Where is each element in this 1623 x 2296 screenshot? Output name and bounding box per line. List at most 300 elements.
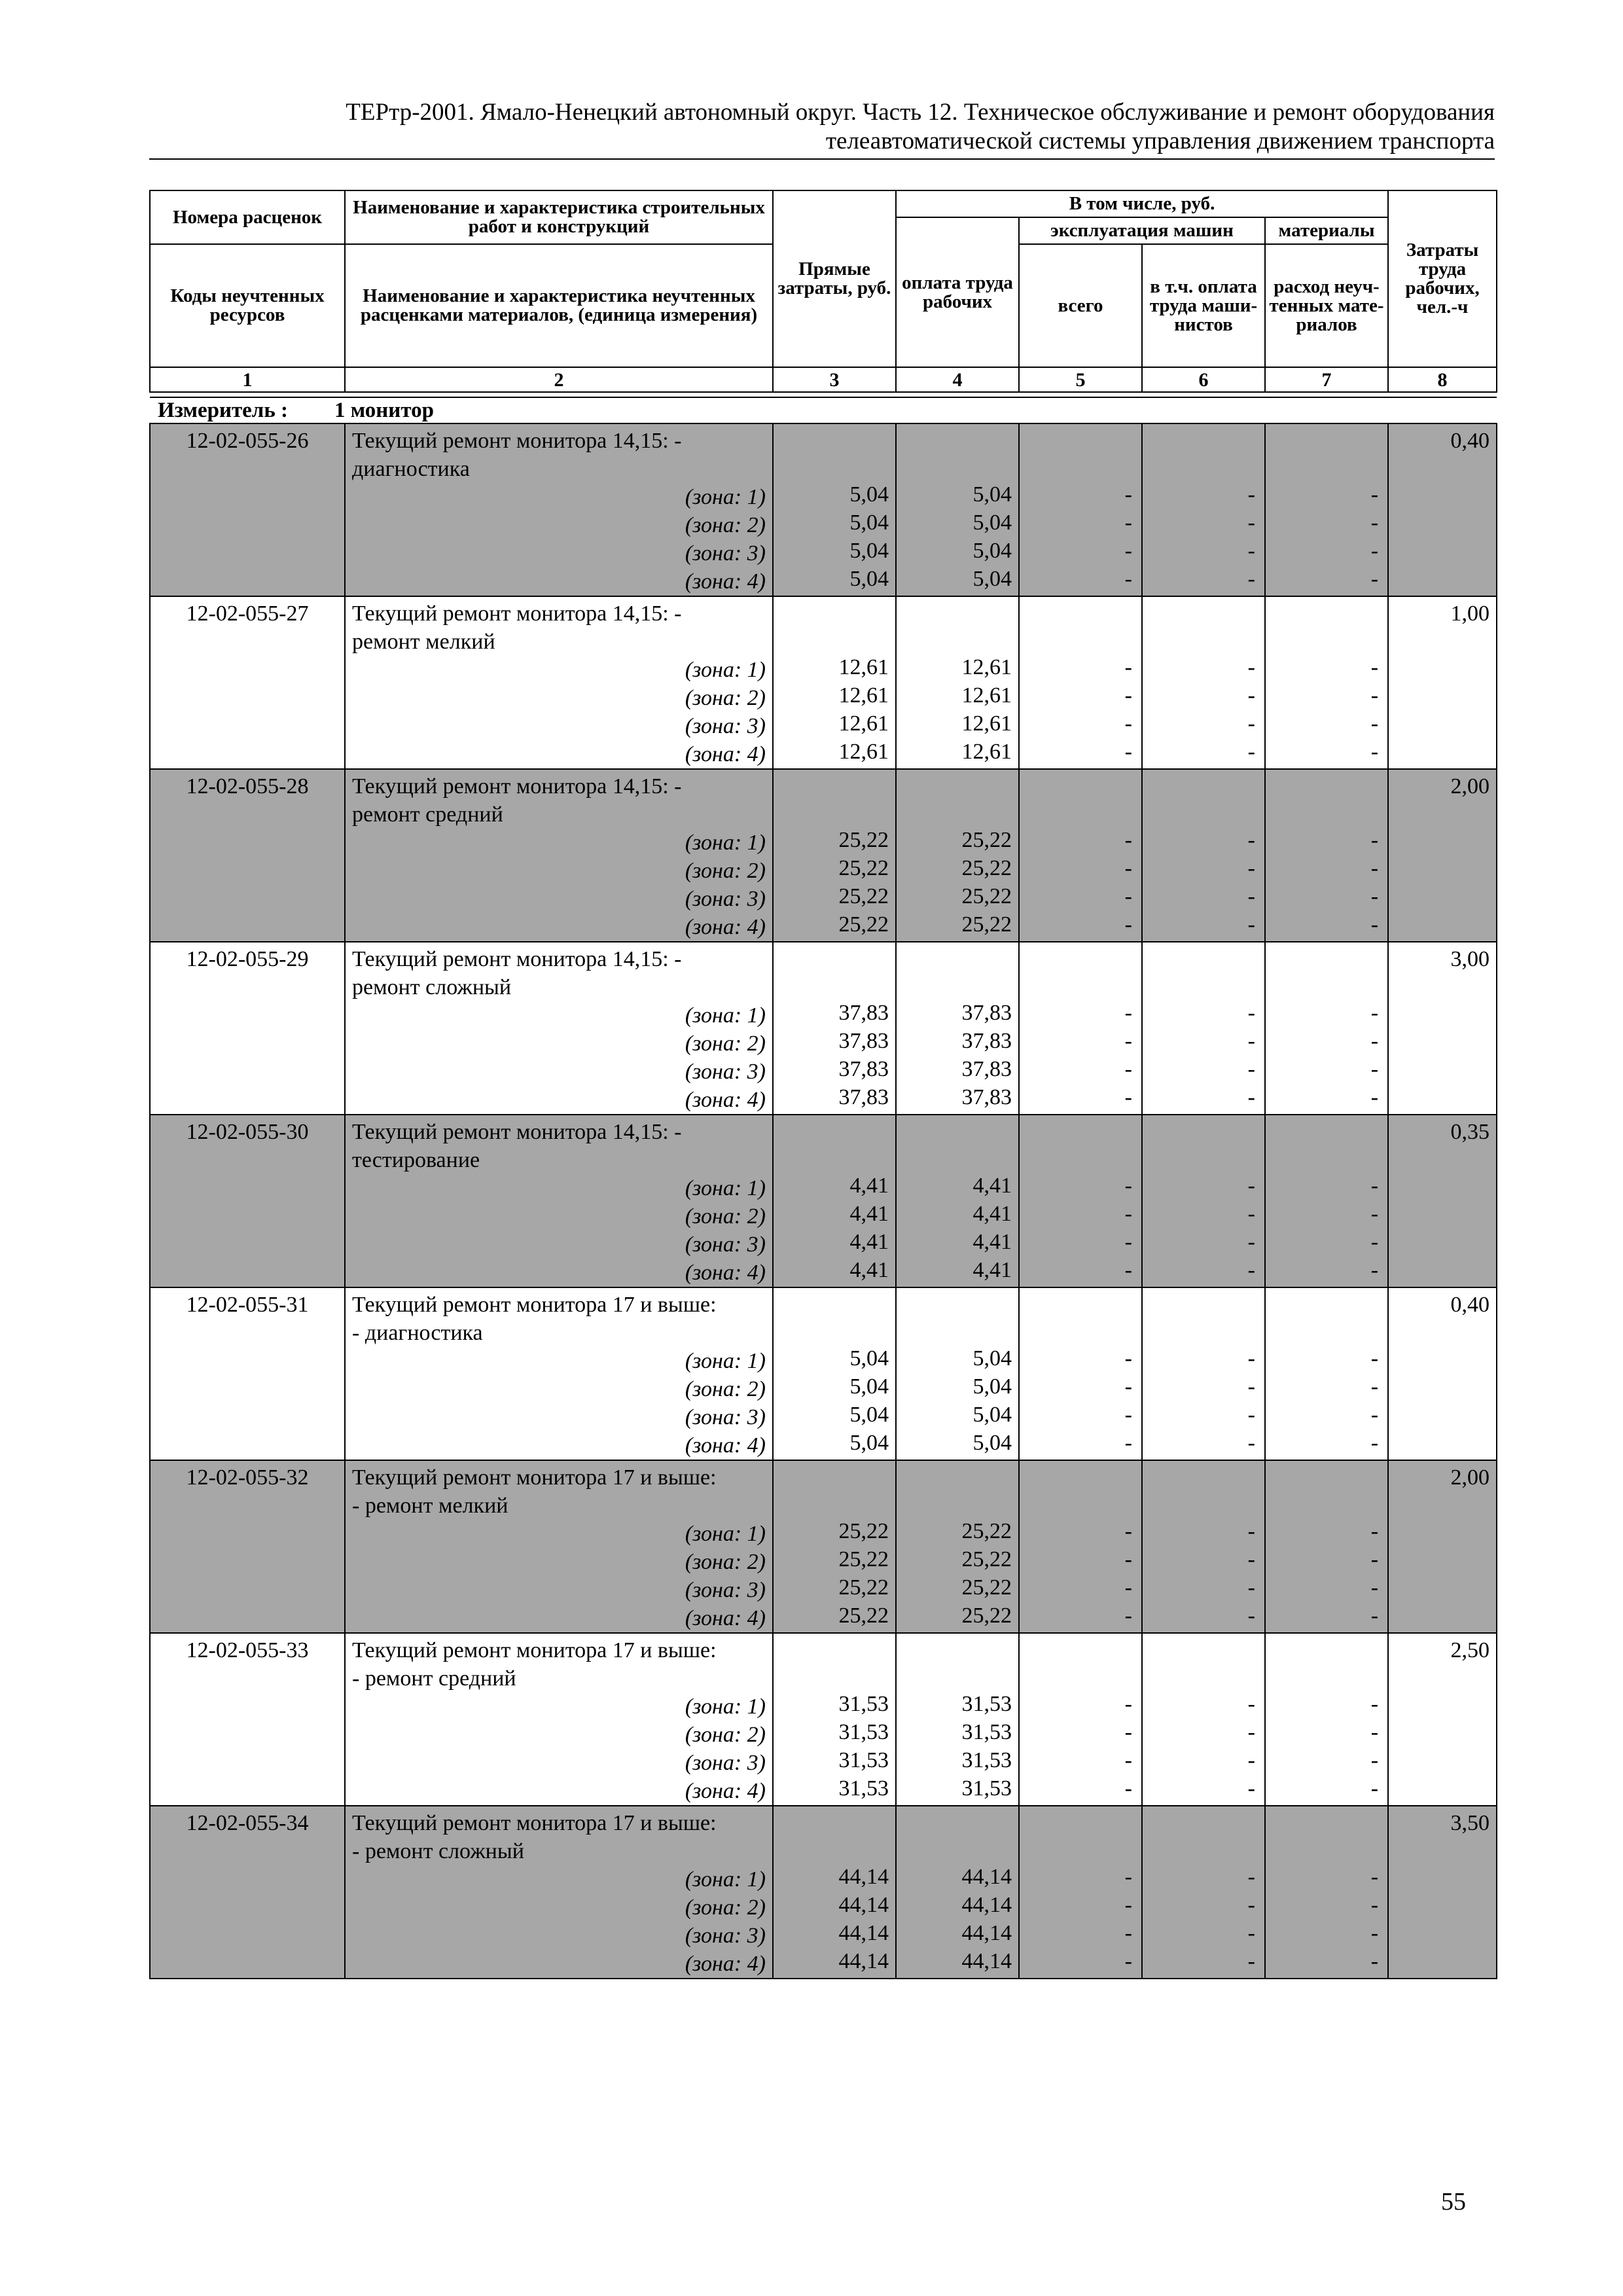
direct-cost-value: 25,22 <box>838 1519 889 1543</box>
blank-line <box>774 1461 889 1517</box>
rate-row <box>150 1806 1497 1979</box>
dash-value: - <box>1247 1604 1255 1628</box>
blank-line <box>897 1461 1012 1517</box>
materials-cell <box>1265 1460 1388 1633</box>
materials-cell <box>1265 942 1388 1115</box>
blank-line <box>1020 1634 1132 1690</box>
blank-line <box>1266 770 1378 826</box>
blank-line <box>1143 597 1255 653</box>
direct-cost-value: 12,61 <box>838 711 889 736</box>
zone-label: (зона: 4) <box>685 742 766 766</box>
rate-row <box>150 1287 1497 1460</box>
dash-value: - <box>1370 1174 1379 1198</box>
dash-value: - <box>1124 1174 1132 1198</box>
rate-name-line: - ремонт мелкий <box>352 1494 508 1518</box>
zone-label: (зона: 3) <box>685 1578 766 1602</box>
rate-name-line: Текущий ремонт монитора 14,15: - <box>352 947 682 971</box>
wage-value: 44,14 <box>961 1949 1012 1973</box>
dash-value: - <box>1247 1519 1255 1543</box>
machines-total-cell <box>1019 1115 1142 1287</box>
rate-name-line: Текущий ремонт монитора 17 и выше: <box>352 1638 717 1662</box>
dash-value: - <box>1247 1692 1255 1716</box>
materials-cell <box>1265 596 1388 769</box>
wage-value: 12,61 <box>961 711 1012 736</box>
dash-value: - <box>1124 539 1132 563</box>
blank-line <box>897 1115 1012 1172</box>
rate-name-line: Текущий ремонт монитора 14,15: - <box>352 601 682 626</box>
header-line-2: телеавтоматической системы управления движением транспорта <box>825 128 1495 154</box>
rate-name <box>345 1115 773 1287</box>
wage-value: 12,61 <box>961 655 1012 679</box>
dash-value: - <box>1370 1202 1379 1226</box>
direct-cost-value: 31,53 <box>838 1776 889 1801</box>
zone-label: (зона: 3) <box>685 1751 766 1775</box>
wage-value: 31,53 <box>961 1776 1012 1801</box>
dash-value: - <box>1370 1865 1379 1889</box>
dash-value: - <box>1370 1258 1379 1282</box>
direct-cost-value: 44,14 <box>838 1921 889 1945</box>
rate-name-line: - ремонт сложный <box>352 1839 524 1863</box>
rate-code: 12-02-055-32 <box>150 1460 345 1633</box>
dash-value: - <box>1370 1346 1379 1371</box>
direct-cost-value: 37,83 <box>838 1001 889 1025</box>
rate-name-line: тестирование <box>352 1148 480 1172</box>
machines-header: эксплуатация машин <box>1019 217 1265 244</box>
rate-name <box>345 1806 773 1979</box>
wage-cell <box>896 596 1019 769</box>
rate-name <box>345 1460 773 1633</box>
dash-value: - <box>1124 1519 1132 1543</box>
direct-cost-value: 12,61 <box>838 683 889 708</box>
dash-value: - <box>1124 1893 1132 1917</box>
col3-header: Прямые затраты, руб. <box>773 190 896 367</box>
rate-row <box>150 1460 1497 1633</box>
operator-wage-cell <box>1142 596 1265 769</box>
zone-label: (зона: 2) <box>685 1031 766 1056</box>
dash-value: - <box>1247 539 1255 563</box>
zone-label: (зона: 3) <box>685 1924 766 1948</box>
direct-cost-value: 37,83 <box>838 1057 889 1081</box>
direct-cost-value: 4,41 <box>849 1258 889 1282</box>
rate-row <box>150 1115 1497 1287</box>
dash-value: - <box>1124 683 1132 708</box>
rate-name-line: Текущий ремонт монитора 14,15: - <box>352 429 682 453</box>
rate-code: 12-02-055-30 <box>150 1115 345 1287</box>
dash-value: - <box>1247 711 1255 736</box>
direct-cost-cell <box>773 1633 896 1806</box>
direct-cost-value: 12,61 <box>838 740 889 764</box>
direct-cost-value: 5,04 <box>849 482 889 507</box>
dash-value: - <box>1124 1604 1132 1628</box>
rate-name-line: диагностика <box>352 457 470 481</box>
blank-line <box>897 942 1012 999</box>
wage-value: 31,53 <box>961 1692 1012 1716</box>
direct-cost-cell <box>773 1460 896 1633</box>
blank-line <box>897 1806 1012 1863</box>
wage-value: 5,04 <box>972 482 1012 507</box>
rate-name <box>345 423 773 596</box>
wage-value: 37,83 <box>961 1029 1012 1053</box>
dash-value: - <box>1247 655 1255 679</box>
dash-value: - <box>1247 828 1255 852</box>
zone-label: (зона: 3) <box>685 887 766 911</box>
direct-cost-value: 25,22 <box>838 912 889 937</box>
labor-cost: 1,00 <box>1388 596 1497 769</box>
dash-value: - <box>1370 567 1379 591</box>
zone-label: (зона: 4) <box>685 1088 766 1112</box>
wage-value: 31,53 <box>961 1720 1012 1744</box>
direct-cost-value: 4,41 <box>849 1202 889 1226</box>
direct-cost-value: 5,04 <box>849 539 889 563</box>
blank-line <box>1266 1634 1378 1690</box>
dash-value: - <box>1370 1748 1379 1772</box>
zone-label: (зона: 1) <box>685 485 766 509</box>
dash-value: - <box>1370 1575 1379 1600</box>
zone-label: (зона: 2) <box>685 1377 766 1401</box>
zone-label: (зона: 2) <box>685 513 766 537</box>
column-number: 2 <box>345 367 773 392</box>
dash-value: - <box>1247 1921 1255 1945</box>
labor-cost: 0,35 <box>1388 1115 1497 1287</box>
zone-label: (зона: 1) <box>685 1176 766 1200</box>
direct-cost-value: 44,14 <box>838 1949 889 1973</box>
blank-line <box>1020 1806 1132 1863</box>
machines-total-cell <box>1019 1460 1142 1633</box>
direct-cost-value: 12,61 <box>838 655 889 679</box>
rate-code: 12-02-055-29 <box>150 942 345 1115</box>
blank-line <box>1020 770 1132 826</box>
direct-cost-value: 25,22 <box>838 1575 889 1600</box>
dash-value: - <box>1370 1085 1379 1109</box>
materials-cell <box>1265 1806 1388 1979</box>
direct-cost-value: 4,41 <box>849 1230 889 1254</box>
direct-cost-value: 31,53 <box>838 1720 889 1744</box>
column-number: 3 <box>773 367 896 392</box>
direct-cost-value: 37,83 <box>838 1029 889 1053</box>
blank-line <box>1143 1288 1255 1344</box>
col1-bottom-header: Коды неучтенных ресурсов <box>150 244 345 367</box>
blank-line <box>774 942 889 999</box>
blank-line <box>1266 942 1378 999</box>
rate-code: 12-02-055-28 <box>150 769 345 942</box>
wage-value: 25,22 <box>961 828 1012 852</box>
operator-wage-cell <box>1142 1287 1265 1460</box>
wage-value: 5,04 <box>972 511 1012 535</box>
labor-cost: 0,40 <box>1388 1287 1497 1460</box>
direct-cost-value: 37,83 <box>838 1085 889 1109</box>
materials-cell <box>1265 1633 1388 1806</box>
dash-value: - <box>1370 1403 1379 1427</box>
dash-value: - <box>1124 1001 1132 1025</box>
wage-cell <box>896 1287 1019 1460</box>
page-number: 55 <box>1441 2188 1466 2215</box>
zone-label: (зона: 2) <box>685 1895 766 1920</box>
direct-cost-value: 25,22 <box>838 1604 889 1628</box>
rate-code: 12-02-055-26 <box>150 423 345 596</box>
dash-value: - <box>1247 1374 1255 1399</box>
dash-value: - <box>1124 1921 1132 1945</box>
dash-value: - <box>1124 655 1132 679</box>
dash-value: - <box>1247 511 1255 535</box>
dash-value: - <box>1247 912 1255 937</box>
dash-value: - <box>1370 1604 1379 1628</box>
direct-cost-value: 31,53 <box>838 1692 889 1716</box>
blank-line <box>1143 942 1255 999</box>
wage-value: 25,22 <box>961 1575 1012 1600</box>
wage-value: 4,41 <box>972 1174 1012 1198</box>
blank-line <box>1143 1115 1255 1172</box>
direct-cost-cell <box>773 423 896 596</box>
wage-value: 25,22 <box>961 884 1012 908</box>
dash-value: - <box>1370 884 1379 908</box>
dash-value: - <box>1247 1174 1255 1198</box>
zone-label: (зона: 1) <box>685 1003 766 1028</box>
zone-label: (зона: 1) <box>685 1867 766 1892</box>
direct-cost-value: 25,22 <box>838 1547 889 1571</box>
dash-value: - <box>1370 1921 1379 1945</box>
zone-label: (зона: 2) <box>685 1723 766 1747</box>
dash-value: - <box>1247 884 1255 908</box>
rate-name-line: Текущий ремонт монитора 17 и выше: <box>352 1811 717 1835</box>
zone-label: (зона: 4) <box>685 1952 766 1976</box>
labor-cost: 3,50 <box>1388 1806 1497 1979</box>
dash-value: - <box>1370 1519 1379 1543</box>
dash-value: - <box>1247 1865 1255 1889</box>
materials-cell <box>1265 1287 1388 1460</box>
materials-cell <box>1265 769 1388 942</box>
dash-value: - <box>1247 1776 1255 1801</box>
blank-line <box>1266 1115 1378 1172</box>
dash-value: - <box>1124 1085 1132 1109</box>
rate-name-line: Текущий ремонт монитора 17 и выше: <box>352 1465 717 1490</box>
operator-wage-cell <box>1142 1460 1265 1633</box>
rate-name-line: - ремонт средний <box>352 1666 516 1691</box>
wage-value: 12,61 <box>961 740 1012 764</box>
blank-line <box>1020 1115 1132 1172</box>
dash-value: - <box>1124 511 1132 535</box>
direct-cost-value: 5,04 <box>849 1403 889 1427</box>
zone-label: (зона: 1) <box>685 1695 766 1719</box>
rate-name <box>345 1287 773 1460</box>
col1-top-header: Номера расценок <box>150 190 345 244</box>
materials-cell <box>1265 423 1388 596</box>
blank-line <box>1020 1461 1132 1517</box>
direct-cost-cell <box>773 1806 896 1979</box>
blank-line <box>897 1634 1012 1690</box>
dash-value: - <box>1370 1431 1379 1455</box>
blank-line <box>1143 770 1255 826</box>
blank-line <box>1266 1461 1378 1517</box>
zone-label: (зона: 3) <box>685 1405 766 1429</box>
blank-line <box>1266 1288 1378 1344</box>
wage-cell <box>896 942 1019 1115</box>
wage-value: 44,14 <box>961 1865 1012 1889</box>
machines-total-cell <box>1019 769 1142 942</box>
wage-value: 12,61 <box>961 683 1012 708</box>
direct-cost-value: 25,22 <box>838 828 889 852</box>
operator-wage-cell <box>1142 1633 1265 1806</box>
dash-value: - <box>1124 1776 1132 1801</box>
direct-cost-cell <box>773 1115 896 1287</box>
dash-value: - <box>1370 655 1379 679</box>
dash-value: - <box>1370 828 1379 852</box>
direct-cost-value: 5,04 <box>849 1374 889 1399</box>
wage-value: 5,04 <box>972 1374 1012 1399</box>
blank-line <box>1266 597 1378 653</box>
wage-value: 25,22 <box>961 1604 1012 1628</box>
zone-label: (зона: 4) <box>685 915 766 939</box>
wage-value: 25,22 <box>961 856 1012 880</box>
dash-value: - <box>1124 1575 1132 1600</box>
machines-total-cell <box>1019 1633 1142 1806</box>
dash-value: - <box>1370 856 1379 880</box>
wage-value: 37,83 <box>961 1001 1012 1025</box>
operator-wage-cell <box>1142 423 1265 596</box>
blank-line <box>1020 1288 1132 1344</box>
rate-name <box>345 942 773 1115</box>
blank-line <box>774 1806 889 1863</box>
col2-bottom-header: Наименование и характеристика неучтенных расценками материалов, (единица измерения) <box>345 244 773 367</box>
operator-wage-cell <box>1142 942 1265 1115</box>
dash-value: - <box>1370 1692 1379 1716</box>
column-number: 7 <box>1265 367 1388 392</box>
wage-value: 31,53 <box>961 1748 1012 1772</box>
wage-value: 4,41 <box>972 1258 1012 1282</box>
blank-line <box>1143 1461 1255 1517</box>
blank-line <box>1020 942 1132 999</box>
direct-cost-cell <box>773 769 896 942</box>
dash-value: - <box>1124 1374 1132 1399</box>
direct-cost-value: 25,22 <box>838 856 889 880</box>
blank-line <box>897 1288 1012 1344</box>
direct-cost-cell <box>773 596 896 769</box>
rate-name-line: Текущий ремонт монитора 14,15: - <box>352 774 682 798</box>
machines-total-cell <box>1019 423 1142 596</box>
rate-row <box>150 769 1497 942</box>
operator-wage-cell <box>1142 1115 1265 1287</box>
page-header <box>149 98 1495 160</box>
zone-label: (зона: 3) <box>685 1232 766 1257</box>
rate-name-line: Текущий ремонт монитора 17 и выше: <box>352 1293 717 1317</box>
rate-row <box>150 596 1497 769</box>
column-number: 1 <box>150 367 345 392</box>
wage-cell <box>896 769 1019 942</box>
dash-value: - <box>1370 1029 1379 1053</box>
dash-value: - <box>1124 1202 1132 1226</box>
rate-name <box>345 1633 773 1806</box>
column-number: 4 <box>896 367 1019 392</box>
blank-line <box>897 424 1012 480</box>
dash-value: - <box>1124 1057 1132 1081</box>
direct-cost-value: 44,14 <box>838 1893 889 1917</box>
dash-value: - <box>1124 828 1132 852</box>
blank-line <box>774 1115 889 1172</box>
blank-line <box>1020 597 1132 653</box>
blank-line <box>897 770 1012 826</box>
dash-value: - <box>1247 1575 1255 1600</box>
dash-value: - <box>1247 1029 1255 1053</box>
dash-value: - <box>1124 482 1132 507</box>
zone-label: (зона: 4) <box>685 1433 766 1458</box>
dash-value: - <box>1247 856 1255 880</box>
wage-value: 44,14 <box>961 1921 1012 1945</box>
dash-value: - <box>1124 1403 1132 1427</box>
dash-value: - <box>1370 482 1379 507</box>
direct-cost-value: 5,04 <box>849 1346 889 1371</box>
machines-total-cell <box>1019 596 1142 769</box>
dash-value: - <box>1124 912 1132 937</box>
dash-value: - <box>1370 740 1379 764</box>
wage-value: 44,14 <box>961 1893 1012 1917</box>
machines-total-cell <box>1019 1806 1142 1979</box>
direct-cost-cell <box>773 942 896 1115</box>
rate-name-line: ремонт средний <box>352 802 503 827</box>
rate-name <box>345 769 773 942</box>
wage-value: 4,41 <box>972 1202 1012 1226</box>
wage-value: 5,04 <box>972 1346 1012 1371</box>
dash-value: - <box>1247 1085 1255 1109</box>
zone-label: (зона: 1) <box>685 658 766 682</box>
operator-wage-cell <box>1142 1806 1265 1979</box>
dash-value: - <box>1124 1692 1132 1716</box>
dash-value: - <box>1370 1547 1379 1571</box>
direct-cost-value: 5,04 <box>849 511 889 535</box>
col2-top-header: Наименование и характеристика строительных работ и конструкций <box>345 190 773 244</box>
zone-label: (зона: 3) <box>685 541 766 565</box>
direct-cost-value: 5,04 <box>849 567 889 591</box>
zone-label: (зона: 3) <box>685 1060 766 1084</box>
rate-name-line: Текущий ремонт монитора 14,15: - <box>352 1120 682 1144</box>
meter-row <box>150 397 1497 423</box>
direct-cost-value: 31,53 <box>838 1748 889 1772</box>
zone-label: (зона: 4) <box>685 569 766 594</box>
dash-value: - <box>1124 1748 1132 1772</box>
dash-value: - <box>1370 1949 1379 1973</box>
wage-value: 4,41 <box>972 1230 1012 1254</box>
wage-cell <box>896 1115 1019 1287</box>
dash-value: - <box>1124 856 1132 880</box>
rate-name <box>345 596 773 769</box>
direct-cost-cell <box>773 1287 896 1460</box>
price-table <box>149 190 1497 1979</box>
dash-value: - <box>1370 1230 1379 1254</box>
rate-code: 12-02-055-34 <box>150 1806 345 1979</box>
wage-value: 37,83 <box>961 1057 1012 1081</box>
direct-cost-value: 44,14 <box>838 1865 889 1889</box>
direct-cost-value: 5,04 <box>849 1431 889 1455</box>
col4-header: оплата труда рабочих <box>896 217 1019 367</box>
machines-total-cell <box>1019 1287 1142 1460</box>
direct-cost-value: 25,22 <box>838 884 889 908</box>
zone-label: (зона: 2) <box>685 1550 766 1574</box>
zone-label: (зона: 3) <box>685 714 766 738</box>
dash-value: - <box>1124 1949 1132 1973</box>
dash-value: - <box>1370 1776 1379 1801</box>
col7-header: расход неуч-тенных мате-риалов <box>1265 244 1388 367</box>
wage-value: 37,83 <box>961 1085 1012 1109</box>
dash-value: - <box>1124 711 1132 736</box>
dash-value: - <box>1247 1720 1255 1744</box>
wage-value: 5,04 <box>972 1431 1012 1455</box>
dash-value: - <box>1124 1258 1132 1282</box>
direct-cost-value: 4,41 <box>849 1174 889 1198</box>
dash-value: - <box>1247 1001 1255 1025</box>
rate-row <box>150 423 1497 596</box>
zone-label: (зона: 1) <box>685 1522 766 1546</box>
blank-line <box>774 424 889 480</box>
dash-value: - <box>1247 1949 1255 1973</box>
materials-header: материалы <box>1265 217 1388 244</box>
